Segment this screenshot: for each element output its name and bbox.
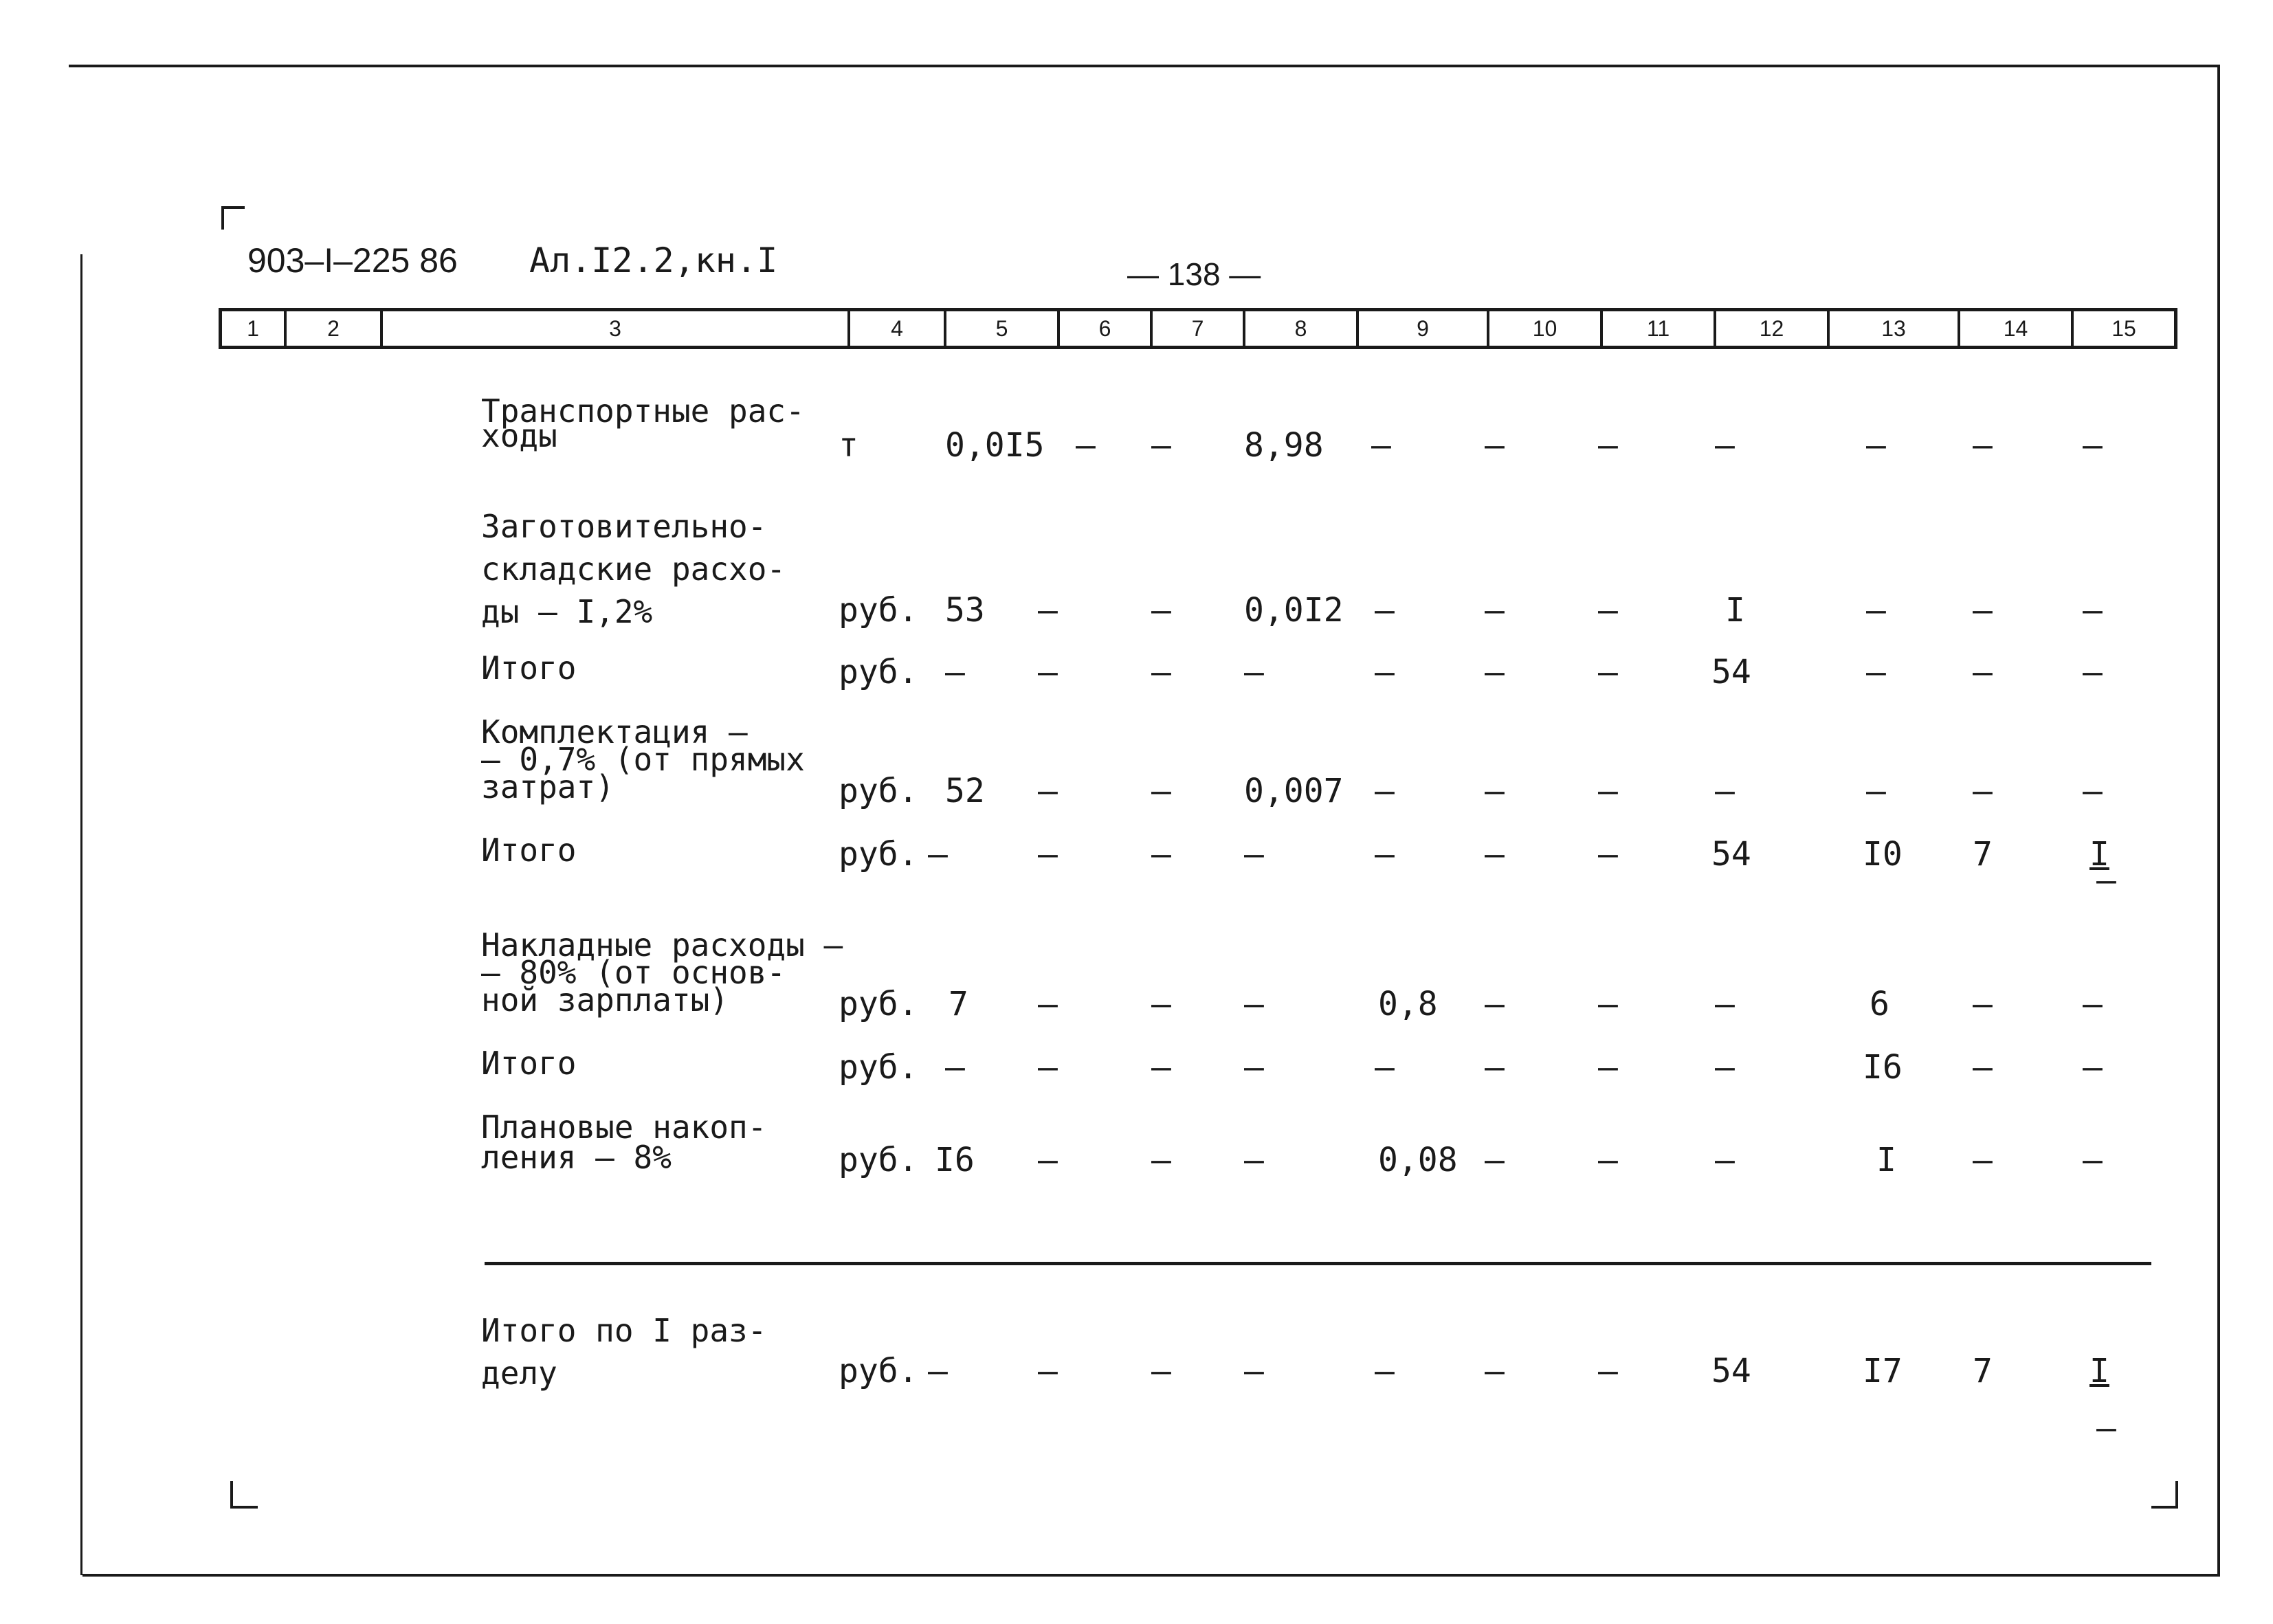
cell-col11: – (1598, 835, 1618, 874)
cell-col9: – (1375, 591, 1395, 630)
column-number: 10 (1487, 311, 1600, 346)
cell-col8: – (1244, 835, 1264, 874)
cell-col10: – (1485, 772, 1505, 810)
corner-mark-top-left (221, 206, 224, 230)
cell-col8: – (1244, 1048, 1264, 1087)
corner-mark-bottom-right (2175, 1481, 2178, 1509)
cell-unit: руб. (839, 835, 918, 874)
cell-col13: – (1866, 772, 1886, 810)
document-reference: Ал.I2.2,кн.I (529, 241, 778, 280)
cell-col15: – (2083, 985, 2103, 1023)
cell-col9: – (1375, 772, 1395, 810)
cell-col13: – (1866, 653, 1886, 691)
cell-col10: – (1485, 1352, 1505, 1390)
cell-unit: руб. (839, 1048, 918, 1087)
cell-col9: 0,08 (1378, 1141, 1458, 1179)
cell-col14: – (1973, 591, 1993, 630)
cell-col7: – (1151, 1048, 1171, 1087)
column-number: 9 (1356, 311, 1487, 346)
cell-col14: – (1973, 653, 1993, 691)
cell-col15: – (2083, 426, 2103, 465)
cell-col11: – (1598, 1141, 1618, 1179)
cell-col13: I0 (1863, 835, 1903, 874)
document-code: 903–I–225 86 (247, 241, 458, 280)
row-label: Плановые накоп- ления – 8% (481, 1109, 767, 1176)
column-number: 1 (247, 316, 259, 341)
cell-col10: – (1485, 426, 1505, 465)
cell-col10: – (1485, 1048, 1505, 1087)
cell-unit: руб. (839, 1141, 918, 1179)
cell-unit: руб. (839, 653, 918, 691)
cell-col7: – (1151, 772, 1171, 810)
cell-col12: – (1715, 772, 1735, 810)
cell-col15-below: – (2096, 1409, 2116, 1447)
cell-col10: – (1485, 1141, 1505, 1179)
cell-col14: 7 (1973, 1352, 1993, 1390)
cell-col12: 54 (1711, 653, 1751, 691)
cell-col15: – (2083, 591, 2103, 630)
cell-col15: – (2083, 1141, 2103, 1179)
cell-col10: – (1485, 591, 1505, 630)
cell-col7: – (1151, 426, 1171, 465)
cell-col9: – (1375, 835, 1395, 874)
corner-mark-bottom-left (230, 1481, 233, 1509)
column-number: 13 (1827, 311, 1958, 346)
cell-col15: – (2083, 653, 2103, 691)
cell-col8: 8,98 (1244, 426, 1324, 465)
cell-col9: – (1375, 1352, 1395, 1390)
top-border-line (69, 65, 2220, 67)
cell-col5: 53 (945, 591, 985, 630)
cell-col7: – (1151, 1352, 1171, 1390)
cell-col9: – (1371, 426, 1391, 465)
cell-col13: I6 (1863, 1048, 1903, 1087)
cell-col6: – (1038, 1048, 1058, 1087)
cell-col12: – (1715, 985, 1735, 1023)
column-number: 3 (380, 311, 847, 346)
cell-col7: – (1151, 1141, 1171, 1179)
cell-col8: – (1244, 985, 1264, 1023)
cell-col6: – (1038, 653, 1058, 691)
cell-col15-below: – (2096, 861, 2116, 900)
row-label: Комплектация – – 0,7% (от прямых затрат) (481, 713, 805, 805)
cell-col12: – (1715, 1048, 1735, 1087)
cell-col11: – (1598, 772, 1618, 810)
column-number: 8 (1243, 311, 1356, 346)
cell-col6: – (1038, 591, 1058, 630)
cell-col12: 54 (1711, 1352, 1751, 1390)
cell-unit: руб. (839, 1352, 918, 1390)
cell-col12: – (1715, 426, 1735, 465)
row-label: Итого по I раз- делу (481, 1312, 767, 1392)
cell-col8: 0,007 (1244, 772, 1344, 810)
cell-col12: – (1715, 1141, 1735, 1179)
cell-col11: – (1598, 591, 1618, 630)
cell-col13: I (1876, 1141, 1896, 1179)
cell-col13: I7 (1863, 1352, 1903, 1390)
cell-unit: руб. (839, 591, 918, 630)
column-number: 12 (1714, 311, 1827, 346)
cell-col6: – (1038, 835, 1058, 874)
cell-col13: – (1866, 426, 1886, 465)
cell-unit: т (839, 426, 858, 465)
cell-col10: – (1485, 985, 1505, 1023)
column-number: 11 (1600, 311, 1714, 346)
cell-col5: – (945, 653, 965, 691)
cell-col15: I (2089, 835, 2109, 874)
cell-col7: – (1151, 835, 1171, 874)
corner-mark-top-left-h (221, 206, 245, 209)
cell-col10: – (1485, 653, 1505, 691)
cell-col5: – (928, 1352, 948, 1390)
cell-col12: 54 (1711, 835, 1751, 874)
section-separator-line (485, 1262, 2151, 1265)
bottom-border-line (82, 1574, 2220, 1577)
cell-col6: – (1076, 426, 1096, 465)
cell-col5: 7 (949, 985, 968, 1023)
column-number: 4 (847, 311, 944, 346)
cell-col11: – (1598, 653, 1618, 691)
cell-unit: руб. (839, 985, 918, 1023)
cell-col6: – (1038, 1141, 1058, 1179)
cell-col14: – (1973, 985, 1993, 1023)
column-number: 15 (2071, 311, 2174, 346)
right-border-line (2217, 65, 2220, 1577)
corner-mark-bottom-left-h (230, 1506, 258, 1509)
cell-col12: I (1725, 591, 1745, 630)
cell-col11: – (1598, 426, 1618, 465)
cell-col13: 6 (1870, 985, 1889, 1023)
cell-col5: 52 (945, 772, 985, 810)
row-label: Заготовительно- складские расхо- ды – I,2% (481, 508, 786, 630)
cell-col9: – (1375, 653, 1395, 691)
column-number: 5 (944, 311, 1057, 346)
cell-col8: – (1244, 653, 1264, 691)
row-label: Накладные расходы – – 80% (от основ- ной зарплаты) (481, 926, 843, 1019)
cell-col5: – (928, 835, 948, 874)
cell-col5: I6 (935, 1141, 975, 1179)
cell-col7: – (1151, 591, 1171, 630)
cell-col11: – (1598, 1048, 1618, 1087)
cell-col14: – (1973, 426, 1993, 465)
corner-mark-bottom-right-h (2151, 1506, 2178, 1509)
cell-col14: – (1973, 1048, 1993, 1087)
cell-col9: – (1375, 1048, 1395, 1087)
cell-col6: – (1038, 1352, 1058, 1390)
row-label: Транспортные рас- ходы (481, 392, 805, 454)
cell-col5: – (945, 1048, 965, 1087)
column-number: 14 (1958, 311, 2071, 346)
cell-col7: – (1151, 985, 1171, 1023)
cell-col8: – (1244, 1352, 1264, 1390)
column-number-header (219, 308, 2177, 349)
row-label: Итого (481, 1045, 577, 1082)
cell-col13: – (1866, 591, 1886, 630)
cell-col6: – (1038, 985, 1058, 1023)
cell-col7: – (1151, 653, 1171, 691)
cell-col8: 0,0I2 (1244, 591, 1344, 630)
column-number: 2 (284, 311, 380, 346)
cell-col15: – (2083, 1048, 2103, 1087)
cell-col11: – (1598, 985, 1618, 1023)
cell-col14: – (1973, 1141, 1993, 1179)
column-number: 6 (1057, 311, 1150, 346)
page-number: — 138 — (1127, 256, 1261, 292)
cell-col14: – (1973, 772, 1993, 810)
row-label: Итого (481, 832, 577, 869)
left-border-line (80, 254, 82, 1575)
cell-col15: I (2089, 1352, 2109, 1390)
cell-col10: – (1485, 835, 1505, 874)
cell-col11: – (1598, 1352, 1618, 1390)
cell-col5: 0,0I5 (945, 426, 1045, 465)
column-number: 7 (1150, 311, 1243, 346)
cell-col14: 7 (1973, 835, 1993, 874)
cell-col6: – (1038, 772, 1058, 810)
cell-unit: руб. (839, 772, 918, 810)
row-label: Итого (481, 649, 577, 687)
cell-col8: – (1244, 1141, 1264, 1179)
cell-col15: – (2083, 772, 2103, 810)
cell-col9: 0,8 (1378, 985, 1438, 1023)
